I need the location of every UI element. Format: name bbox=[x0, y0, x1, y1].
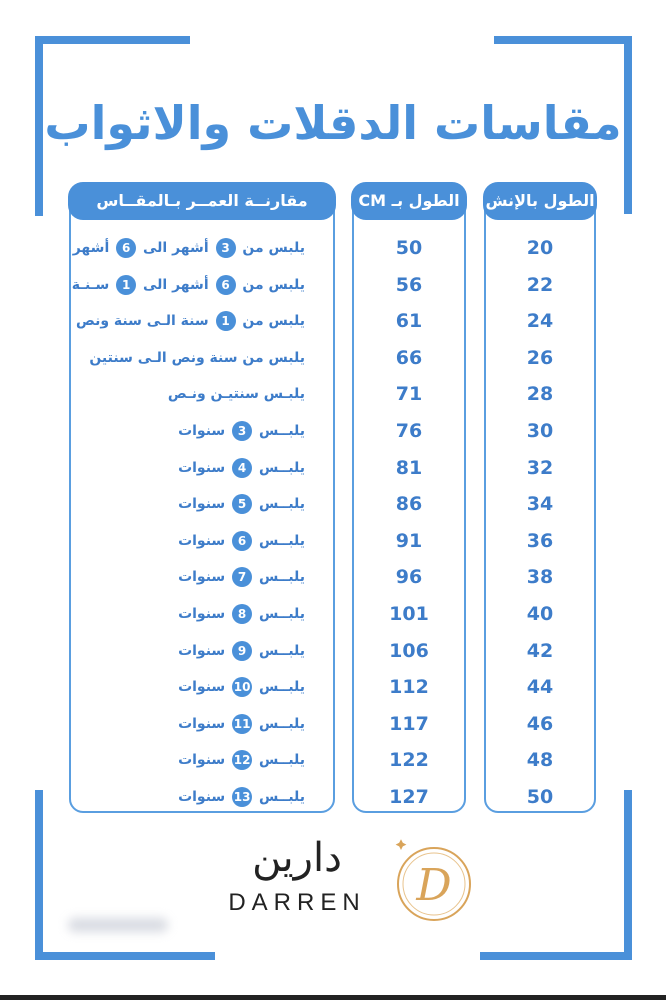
cm-value-cell: 117 bbox=[389, 712, 429, 735]
cm-value-cell: 122 bbox=[389, 749, 429, 772]
inch-value-cell: 40 bbox=[526, 603, 554, 625]
inch-value-cell: 38 bbox=[526, 566, 554, 589]
inch-value-cell: 22 bbox=[526, 273, 554, 296]
age-text: يلبــس bbox=[258, 532, 305, 549]
cm-value-cell: 112 bbox=[389, 676, 429, 699]
age-text: يلبــس bbox=[258, 715, 305, 732]
logo-english-text: DARREN bbox=[228, 889, 366, 916]
age-number-badge: 6 bbox=[116, 238, 136, 258]
cm-value-cell: 66 bbox=[395, 346, 423, 369]
age-text: سنوات bbox=[178, 715, 226, 732]
cm-value-cell: 127 bbox=[389, 786, 429, 808]
age-number-badge: 6 bbox=[232, 531, 252, 551]
decorative-shadow bbox=[68, 918, 168, 932]
age-number-badge: 9 bbox=[232, 641, 252, 661]
age-description-cell bbox=[75, 782, 305, 812]
age-text: سنوات bbox=[178, 789, 226, 805]
age-text: سنوات bbox=[178, 642, 226, 659]
age-text: يلبــس bbox=[258, 496, 305, 513]
cm-column-header: الطول بـ CM bbox=[351, 182, 467, 220]
age-number-badge: 7 bbox=[232, 567, 252, 587]
age-number-badge: 10 bbox=[232, 677, 252, 697]
bracket-bottom-right-vertical bbox=[624, 790, 632, 960]
logo-mark-letter: D bbox=[416, 860, 452, 911]
age-number-badge: 13 bbox=[232, 787, 252, 807]
cm-value-cell: 106 bbox=[389, 639, 429, 662]
age-text: يلبس من bbox=[242, 313, 305, 330]
inch-value-cell: 32 bbox=[526, 456, 554, 479]
age-description-cell bbox=[75, 526, 305, 556]
inch-value-cell: 46 bbox=[526, 712, 554, 735]
age-number-badge: 5 bbox=[232, 494, 252, 514]
age-description-cell bbox=[75, 599, 305, 629]
age-column-header: مقارنــة العمــر بـالمقــاس bbox=[68, 182, 336, 220]
age-description-cell bbox=[75, 379, 305, 409]
age-description-cell bbox=[72, 233, 305, 263]
cm-value-cell: 86 bbox=[395, 493, 423, 516]
age-text: سنوات bbox=[178, 679, 226, 696]
age-text: سنوات bbox=[178, 423, 226, 439]
inch-value-cell: 48 bbox=[526, 749, 554, 772]
bottom-border-line bbox=[0, 995, 666, 1000]
age-text: أشهر الى bbox=[143, 240, 209, 256]
inch-column bbox=[484, 183, 596, 813]
cm-value-cell: 91 bbox=[395, 529, 423, 552]
age-text: سنوات bbox=[178, 606, 226, 622]
inch-column-header: الطول بالإنش bbox=[483, 182, 597, 220]
age-number-badge: 11 bbox=[232, 714, 252, 734]
logo-arabic-text: دارين bbox=[252, 835, 342, 881]
inch-value-cell: 44 bbox=[526, 676, 554, 699]
inch-value-cell: 36 bbox=[526, 529, 554, 552]
age-number-badge: 1 bbox=[216, 311, 236, 331]
bracket-bottom-left-vertical bbox=[35, 790, 43, 960]
age-description-cell bbox=[75, 709, 305, 739]
age-text: يلبــس bbox=[258, 423, 305, 439]
inch-value-cell: 24 bbox=[526, 310, 554, 333]
logo-mark-icon bbox=[386, 838, 482, 926]
cm-value-cell: 81 bbox=[395, 456, 423, 479]
age-text: سنوات bbox=[178, 459, 226, 476]
age-text: يلبـس سنتيـن ونـص bbox=[167, 386, 305, 403]
age-text: يلبــس bbox=[258, 752, 305, 769]
age-description-cell bbox=[75, 636, 305, 666]
inch-value-cell: 28 bbox=[526, 383, 554, 406]
inch-value-cell: 20 bbox=[526, 237, 554, 259]
age-text: يلبس من سنة ونص الـى سنتين bbox=[89, 349, 305, 366]
inch-value-cell: 50 bbox=[526, 786, 554, 808]
age-text: يلبس من bbox=[242, 240, 305, 256]
age-number-badge: 4 bbox=[232, 458, 252, 478]
age-description-cell bbox=[71, 270, 305, 300]
age-text: أشهر bbox=[72, 240, 110, 256]
age-text: يلبس من bbox=[242, 276, 305, 293]
inch-value-cell: 42 bbox=[526, 639, 554, 662]
inch-value-cell: 34 bbox=[526, 493, 554, 516]
age-description-cell bbox=[75, 453, 305, 483]
cm-value-cell: 71 bbox=[395, 383, 423, 406]
cm-column bbox=[352, 183, 466, 813]
age-description-cell bbox=[75, 306, 305, 336]
inch-value-cell: 30 bbox=[526, 420, 554, 442]
page-title: مقاسات الدقلات والاثواب bbox=[44, 96, 622, 150]
age-text: يلبــس bbox=[258, 606, 305, 622]
age-text: يلبــس bbox=[258, 642, 305, 659]
cm-value-cell: 61 bbox=[395, 310, 423, 333]
cm-value-cell: 96 bbox=[395, 566, 423, 589]
bracket-top-right-horizontal bbox=[494, 36, 632, 44]
cm-value-cell: 76 bbox=[395, 420, 423, 442]
age-number-badge: 3 bbox=[232, 421, 252, 441]
age-text: سنة الـى سنة ونص bbox=[75, 313, 209, 330]
age-column bbox=[69, 183, 335, 813]
age-text: يلبــس bbox=[258, 789, 305, 805]
age-text: سنوات bbox=[178, 532, 226, 549]
age-number-badge: 1 bbox=[116, 275, 136, 295]
age-text: يلبــس bbox=[258, 679, 305, 696]
age-description-cell bbox=[75, 489, 305, 519]
cm-value-cell: 101 bbox=[389, 603, 429, 625]
age-text: سـنـة bbox=[71, 276, 110, 293]
age-number-badge: 12 bbox=[232, 750, 252, 770]
age-text: سنوات bbox=[178, 569, 226, 586]
age-text: سنوات bbox=[178, 752, 226, 769]
inch-value-cell: 26 bbox=[526, 346, 554, 369]
cm-value-cell: 50 bbox=[395, 237, 423, 259]
age-number-badge: 3 bbox=[216, 238, 236, 258]
age-description-cell bbox=[75, 343, 305, 373]
cm-value-cell: 56 bbox=[395, 273, 423, 296]
age-description-cell bbox=[75, 745, 305, 775]
age-description-cell bbox=[75, 672, 305, 702]
age-text: سنوات bbox=[178, 496, 226, 513]
bracket-bottom-right-horizontal bbox=[480, 952, 632, 960]
age-text: يلبــس bbox=[258, 459, 305, 476]
age-description-cell bbox=[75, 416, 305, 446]
age-description-cell bbox=[75, 562, 305, 592]
age-number-badge: 6 bbox=[216, 275, 236, 295]
age-text: يلبــس bbox=[258, 569, 305, 586]
age-number-badge: 8 bbox=[232, 604, 252, 624]
bracket-bottom-left-horizontal bbox=[35, 952, 215, 960]
age-text: أشهر الى bbox=[143, 276, 209, 293]
bracket-top-left-horizontal bbox=[35, 36, 190, 44]
